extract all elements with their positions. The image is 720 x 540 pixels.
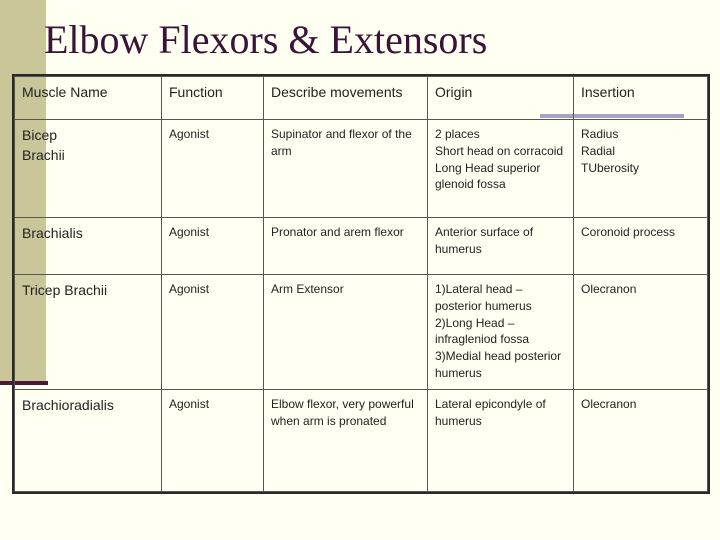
function-cell: Agonist [162,218,264,275]
function-cell: Agonist [162,275,264,390]
insertion-line: Radius [581,127,619,141]
insertion-cell: Olecranon [574,275,708,390]
table-row [15,120,708,218]
table-row [15,275,708,390]
movement-cell: Supinator and flexor of the arm [264,120,428,218]
muscle-name-cell: Brachioradialis [15,390,162,492]
origin-cell [428,120,574,218]
function-cell: Agonist [162,120,264,218]
movement-cell: Arm Extensor [264,275,428,390]
insertion-cell [574,120,708,218]
insertion-cell: Coronoid process [574,218,708,275]
table-row [15,390,708,492]
header-origin: Origin [428,77,574,120]
header-insertion: Insertion [574,77,708,120]
origin-line: Long Head superior glenoid fossa [435,160,541,192]
muscle-name: Brachii [22,146,65,163]
slide-title: Elbow Flexors & Extensors [44,17,488,62]
muscle-name: Bicep [22,127,58,143]
origin-line: 3)Medial head posterior humerus [435,349,562,380]
header-describe-movements: Describe movements [264,77,428,120]
insertion-line: TUberosity [581,160,640,175]
header-function: Function [162,77,264,120]
origin-line: 2 places [435,127,480,141]
origin-cell: Lateral epicondyle of humerus [428,390,574,492]
table-header-row [15,77,708,120]
origin-cell: Anterior surface of humerus [428,218,574,275]
origin-line: Short head on corracoid [435,143,564,158]
muscle-table [12,74,710,494]
table-row [15,218,708,275]
insertion-line: Radial [581,143,616,158]
muscle-name-cell: Tricep Brachii [15,275,162,390]
origin-line: 1)Lateral head – posterior humerus [435,282,532,313]
movement-cell: Pronator and arem flexor [264,218,428,275]
muscle-name-cell: Brachialis [15,218,162,275]
insertion-cell: Olecranon [574,390,708,492]
origin-cell [428,275,574,390]
muscle-name-cell [15,120,162,218]
movement-cell: Elbow flexor, very powerful when arm is pronated [264,390,428,492]
header-muscle-name: Muscle Name [15,77,162,120]
origin-line: 2)Long Head – infragleniod fossa [435,315,530,347]
function-cell: Agonist [162,390,264,492]
